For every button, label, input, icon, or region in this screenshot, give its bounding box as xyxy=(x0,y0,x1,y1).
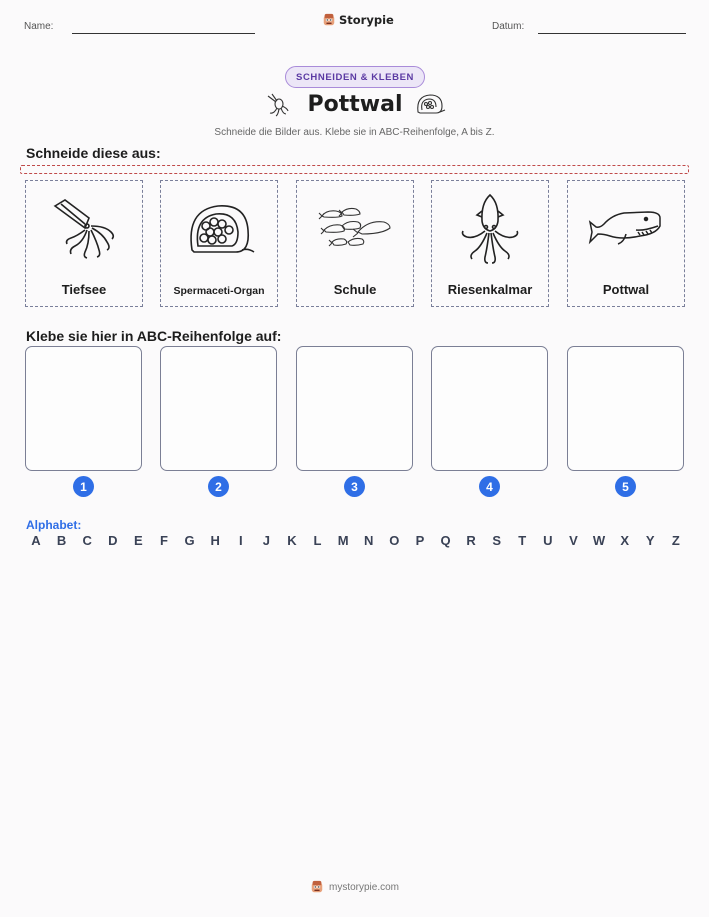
cut-section-heading: Schneide diese aus: xyxy=(26,145,161,161)
paste-box[interactable] xyxy=(160,346,277,471)
alphabet-letter: O xyxy=(389,533,400,548)
giant-squid-icon xyxy=(457,191,523,267)
date-label: Datum: xyxy=(492,21,525,32)
alphabet-letter: Z xyxy=(671,533,680,548)
slot-number: 2 xyxy=(208,476,229,497)
page-title: Pottwal xyxy=(307,92,403,117)
alphabet-letter: D xyxy=(108,533,118,548)
alphabet-letter: E xyxy=(134,533,143,548)
name-line xyxy=(72,33,255,34)
alphabet-letter: S xyxy=(492,533,502,548)
alphabet-label: Alphabet: xyxy=(26,518,82,532)
slot-number: 4 xyxy=(479,476,500,497)
deep-sea-squid-icon xyxy=(49,194,119,264)
alphabet-letter: K xyxy=(287,533,297,548)
card-label: Riesenkalmar xyxy=(447,282,533,297)
spermaceti-organ-icon xyxy=(414,92,446,118)
cut-card[interactable] xyxy=(25,180,143,307)
alphabet-letter: B xyxy=(56,533,67,548)
paste-box[interactable] xyxy=(296,346,413,471)
alphabet-letter: W xyxy=(592,533,606,548)
footer-link[interactable]: mystorypie.com xyxy=(328,881,399,893)
paste-box[interactable] xyxy=(25,346,142,471)
alphabet-letter: G xyxy=(184,533,195,548)
card-label: Schule xyxy=(333,282,377,297)
alphabet-letter: I xyxy=(238,533,243,548)
alphabet-letter: Q xyxy=(440,533,451,548)
brand-logo xyxy=(322,13,394,27)
alphabet-letter: H xyxy=(210,533,220,548)
sperm-whale-icon xyxy=(588,204,664,254)
activity-badge: SCHNEIDEN & KLEBEN xyxy=(285,66,425,88)
alphabet-letter: R xyxy=(466,533,476,548)
alphabet-letter: L xyxy=(313,533,322,548)
alphabet-letter: Y xyxy=(645,533,655,548)
paste-box[interactable] xyxy=(567,346,684,471)
slot-number: 5 xyxy=(615,476,636,497)
cut-card[interactable] xyxy=(431,180,549,307)
alphabet-letter: V xyxy=(569,533,578,548)
card-label: Tiefsee xyxy=(61,282,107,297)
alphabet-letter: A xyxy=(31,533,41,548)
date-line xyxy=(538,33,686,34)
storypie-mascot-icon xyxy=(310,880,324,894)
alphabet-letter: X xyxy=(620,533,629,548)
slot-number: 1 xyxy=(73,476,94,497)
card-label: Pottwal xyxy=(602,282,650,297)
alphabet-letter: P xyxy=(415,533,425,548)
cut-card[interactable] xyxy=(567,180,685,307)
instructions: Schneide die Bilder aus. Klebe sie in ABC-Reihenfolge, A bis Z. xyxy=(214,127,495,138)
cut-card[interactable] xyxy=(296,180,414,307)
alphabet-letter: T xyxy=(518,533,527,548)
footer xyxy=(0,880,709,894)
cut-card[interactable] xyxy=(160,180,278,307)
alphabet-letter: C xyxy=(82,533,92,548)
giant-squid-icon xyxy=(264,92,290,118)
alphabet-letter: F xyxy=(159,533,168,548)
brand-name: Storypie xyxy=(339,13,394,27)
alphabet-letter: M xyxy=(337,533,349,548)
whale-school-icon xyxy=(318,204,392,254)
cut-line xyxy=(20,165,689,174)
alphabet-row xyxy=(26,533,686,548)
spermaceti-organ-icon xyxy=(182,196,256,262)
name-label: Name: xyxy=(24,21,54,32)
alphabet-letter: U xyxy=(543,533,553,548)
alphabet-letter: N xyxy=(364,533,374,548)
slot-number: 3 xyxy=(344,476,365,497)
paste-box[interactable] xyxy=(431,346,548,471)
card-label: Spermaceti-Organ xyxy=(173,285,265,297)
paste-section-heading: Klebe sie hier in ABC-Reihenfolge auf: xyxy=(26,328,282,344)
alphabet-letter: J xyxy=(262,533,270,548)
storypie-mascot-icon xyxy=(322,13,336,27)
